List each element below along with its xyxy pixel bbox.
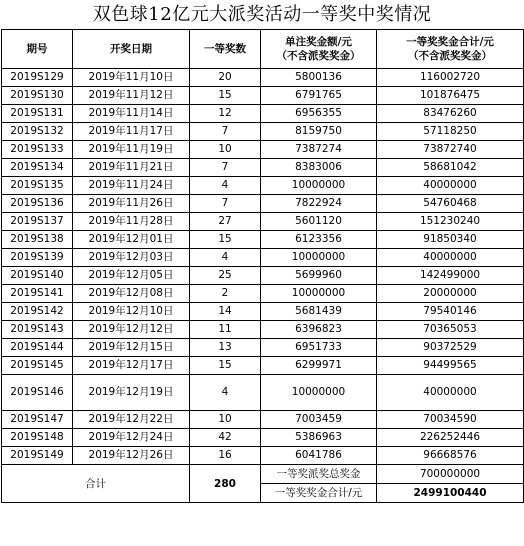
cell-unit: 5601120: [261, 213, 377, 231]
winners-table: [1, 29, 524, 503]
cell-total: 70034590: [377, 411, 524, 429]
footer-count: 280: [190, 465, 261, 503]
cell-date: 2019年12月22日: [73, 411, 190, 429]
cell-total: 54760468: [377, 195, 524, 213]
table-row: [2, 411, 524, 429]
cell-issue: 2019S134: [2, 159, 73, 177]
table-row: [2, 159, 524, 177]
cell-total: 90372529: [377, 339, 524, 357]
cell-count: 15: [190, 87, 261, 105]
cell-unit: 10000000: [261, 375, 377, 411]
cell-total: 40000000: [377, 249, 524, 267]
cell-unit: 8383006: [261, 159, 377, 177]
table-row: [2, 303, 524, 321]
cell-unit: 10000000: [261, 285, 377, 303]
table-row: [2, 321, 524, 339]
cell-total: 151230240: [377, 213, 524, 231]
cell-issue: 2019S140: [2, 267, 73, 285]
cell-count: 27: [190, 213, 261, 231]
footer-sum-label: 一等奖奖金合计/元: [261, 484, 377, 503]
cell-issue: 2019S148: [2, 429, 73, 447]
header-issue: 期号: [2, 30, 73, 69]
table-row: [2, 69, 524, 87]
cell-unit: 8159750: [261, 123, 377, 141]
cell-total: 58681042: [377, 159, 524, 177]
cell-count: 25: [190, 267, 261, 285]
cell-issue: 2019S146: [2, 375, 73, 411]
cell-count: 15: [190, 231, 261, 249]
cell-total: 79540146: [377, 303, 524, 321]
cell-date: 2019年12月17日: [73, 357, 190, 375]
footer-bonus-label: 一等奖派奖总奖金: [261, 465, 377, 484]
cell-date: 2019年11月26日: [73, 195, 190, 213]
header-total-prize: [377, 30, 524, 69]
cell-date: 2019年11月24日: [73, 177, 190, 195]
cell-date: 2019年11月12日: [73, 87, 190, 105]
table-row: [2, 375, 524, 411]
cell-issue: 2019S145: [2, 357, 73, 375]
cell-unit: 5800136: [261, 69, 377, 87]
cell-date: 2019年12月05日: [73, 267, 190, 285]
cell-issue: 2019S137: [2, 213, 73, 231]
cell-total: 83476260: [377, 105, 524, 123]
cell-date: 2019年12月03日: [73, 249, 190, 267]
cell-date: 2019年12月15日: [73, 339, 190, 357]
cell-total: 116002720: [377, 69, 524, 87]
cell-unit: 5386963: [261, 429, 377, 447]
table-row: [2, 429, 524, 447]
cell-total: 96668576: [377, 447, 524, 465]
header-date: 开奖日期: [73, 30, 190, 69]
cell-total: 94499565: [377, 357, 524, 375]
cell-unit: 6123356: [261, 231, 377, 249]
cell-date: 2019年12月26日: [73, 447, 190, 465]
cell-issue: 2019S149: [2, 447, 73, 465]
cell-issue: 2019S131: [2, 105, 73, 123]
table-row: [2, 285, 524, 303]
cell-count: 7: [190, 195, 261, 213]
cell-issue: 2019S129: [2, 69, 73, 87]
cell-unit: 7822924: [261, 195, 377, 213]
cell-count: 14: [190, 303, 261, 321]
header-unit-line2: （不含派奖奖金）: [276, 50, 361, 62]
table-row: [2, 267, 524, 285]
cell-total: 20000000: [377, 285, 524, 303]
cell-date: 2019年11月17日: [73, 123, 190, 141]
cell-count: 15: [190, 357, 261, 375]
cell-count: 10: [190, 411, 261, 429]
cell-unit: 7387274: [261, 141, 377, 159]
footer-row-bonus: [2, 465, 524, 484]
header-unit-line1: 单注奖金额/元: [285, 36, 352, 48]
cell-issue: 2019S136: [2, 195, 73, 213]
cell-unit: 10000000: [261, 249, 377, 267]
cell-total: 40000000: [377, 177, 524, 195]
cell-date: 2019年11月14日: [73, 105, 190, 123]
cell-unit: 6041786: [261, 447, 377, 465]
cell-count: 7: [190, 159, 261, 177]
cell-date: 2019年12月19日: [73, 375, 190, 411]
cell-unit: 6956355: [261, 105, 377, 123]
cell-unit: 6791765: [261, 87, 377, 105]
cell-count: 20: [190, 69, 261, 87]
cell-date: 2019年12月12日: [73, 321, 190, 339]
table-row: [2, 141, 524, 159]
cell-count: 12: [190, 105, 261, 123]
cell-issue: 2019S144: [2, 339, 73, 357]
cell-total: 57118250: [377, 123, 524, 141]
cell-total: 40000000: [377, 375, 524, 411]
cell-issue: 2019S138: [2, 231, 73, 249]
cell-issue: 2019S141: [2, 285, 73, 303]
cell-count: 7: [190, 123, 261, 141]
cell-date: 2019年11月28日: [73, 213, 190, 231]
table-row: [2, 105, 524, 123]
table-row: [2, 231, 524, 249]
table-row: [2, 123, 524, 141]
header-total-line1: 一等奖奖金合计/元: [406, 36, 494, 48]
cell-unit: 7003459: [261, 411, 377, 429]
cell-unit: 5699960: [261, 267, 377, 285]
footer-bonus-value: 700000000: [377, 465, 524, 484]
cell-total: 142499000: [377, 267, 524, 285]
cell-date: 2019年12月10日: [73, 303, 190, 321]
cell-unit: 6951733: [261, 339, 377, 357]
cell-count: 4: [190, 375, 261, 411]
cell-unit: 5681439: [261, 303, 377, 321]
cell-date: 2019年12月08日: [73, 285, 190, 303]
cell-issue: 2019S132: [2, 123, 73, 141]
cell-issue: 2019S142: [2, 303, 73, 321]
cell-count: 2: [190, 285, 261, 303]
cell-unit: 6299971: [261, 357, 377, 375]
cell-date: 2019年12月01日: [73, 231, 190, 249]
table-row: [2, 339, 524, 357]
table-row: [2, 213, 524, 231]
cell-count: 4: [190, 249, 261, 267]
page-title: 双色球12亿元大派奖活动一等奖中奖情况: [92, 4, 432, 25]
cell-issue: 2019S135: [2, 177, 73, 195]
cell-count: 13: [190, 339, 261, 357]
cell-date: 2019年12月24日: [73, 429, 190, 447]
footer-label: 合计: [2, 465, 190, 503]
cell-issue: 2019S147: [2, 411, 73, 429]
table-row: [2, 177, 524, 195]
cell-total: 91850340: [377, 231, 524, 249]
cell-date: 2019年11月10日: [73, 69, 190, 87]
cell-total: 70365053: [377, 321, 524, 339]
cell-issue: 2019S143: [2, 321, 73, 339]
cell-date: 2019年11月21日: [73, 159, 190, 177]
table-row: [2, 87, 524, 105]
cell-total: 101876475: [377, 87, 524, 105]
table-row: [2, 447, 524, 465]
table-row: [2, 195, 524, 213]
cell-unit: 10000000: [261, 177, 377, 195]
header-unit-prize: [261, 30, 377, 69]
header-total-line2: （不含派奖奖金）: [408, 50, 492, 62]
cell-issue: 2019S133: [2, 141, 73, 159]
footer-sum-value: 2499100440: [377, 484, 524, 503]
table-row: [2, 357, 524, 375]
cell-issue: 2019S139: [2, 249, 73, 267]
cell-issue: 2019S130: [2, 87, 73, 105]
header-count: 一等奖数: [190, 30, 261, 69]
cell-count: 11: [190, 321, 261, 339]
cell-count: 16: [190, 447, 261, 465]
cell-count: 42: [190, 429, 261, 447]
cell-count: 10: [190, 141, 261, 159]
header-row: [2, 30, 524, 69]
cell-total: 226252446: [377, 429, 524, 447]
table-row: [2, 249, 524, 267]
cell-unit: 6396823: [261, 321, 377, 339]
cell-total: 73872740: [377, 141, 524, 159]
cell-count: 4: [190, 177, 261, 195]
cell-date: 2019年11月19日: [73, 141, 190, 159]
